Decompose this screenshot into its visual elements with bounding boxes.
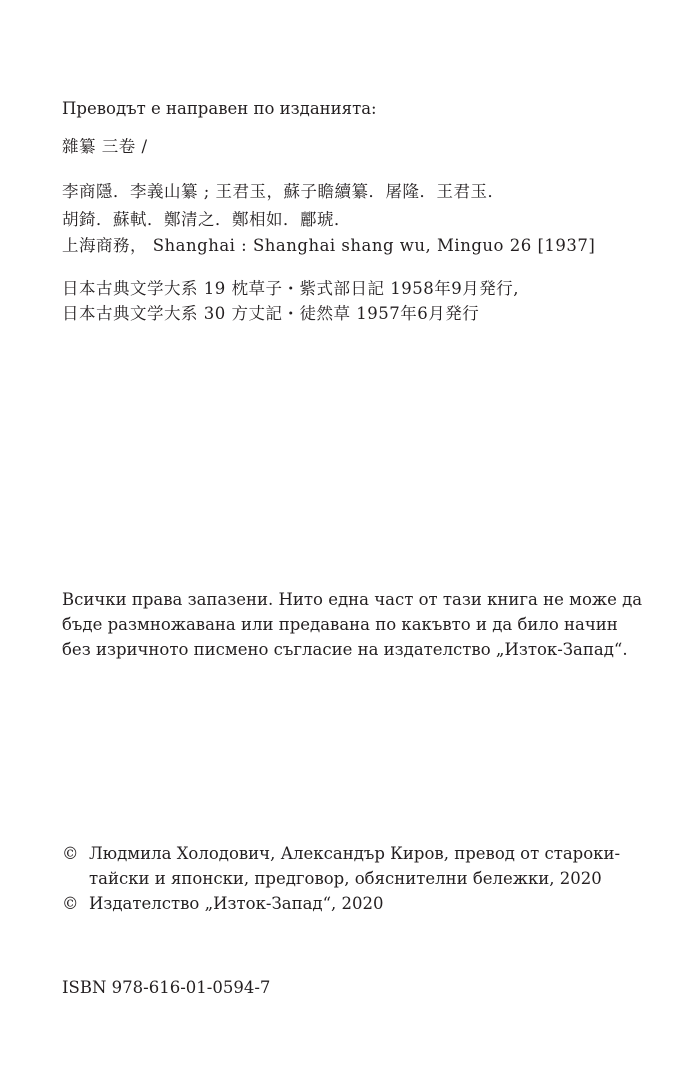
- source-line: 李商隱．李義山纂 ; 王君玉，蘇子瞻續纂．屠隆．王君玉．: [62, 182, 505, 201]
- source-line: 上海商務， Shanghai : Shanghai shang wu, Minguo 26 [1937]: [62, 236, 596, 255]
- copyright-entry: Издателство „Изток-Запад“, 2020: [89, 894, 384, 913]
- copyright-symbol: ©: [62, 844, 79, 863]
- source-line: 日本古典文学大系 30 方丈記・徒然草 1957年6月発行: [62, 304, 480, 323]
- source-line: 胡錡．蘇軾．鄭清之．鄭相如．酈琥．: [62, 210, 351, 229]
- source-line: 日本古典文学大系 19 枕草子・紫式部日記 1958年9月発行,: [62, 279, 519, 298]
- isbn: ISBN 978-616-01-0594-7: [62, 978, 271, 997]
- copyright-symbol: ©: [62, 894, 79, 913]
- sources-heading: Преводът е направен по изданията:: [62, 99, 377, 118]
- source-line: 雜纂 三卷 /: [62, 137, 148, 156]
- copyright-entry: Людмила Холодович, Александър Киров, превод от староки-: [89, 844, 621, 863]
- rights-line: без изричното писмено съгласие на издателство „Изток-Запад“.: [62, 640, 628, 659]
- rights-line: бъде размножавана или предавана по какъвто и да било начин: [62, 615, 618, 634]
- copyright-entry: тайски и японски, предговор, обяснителни бележки, 2020: [89, 869, 602, 888]
- rights-line: Всички права запазени. Нито една част от тази книга не може да: [62, 590, 643, 609]
